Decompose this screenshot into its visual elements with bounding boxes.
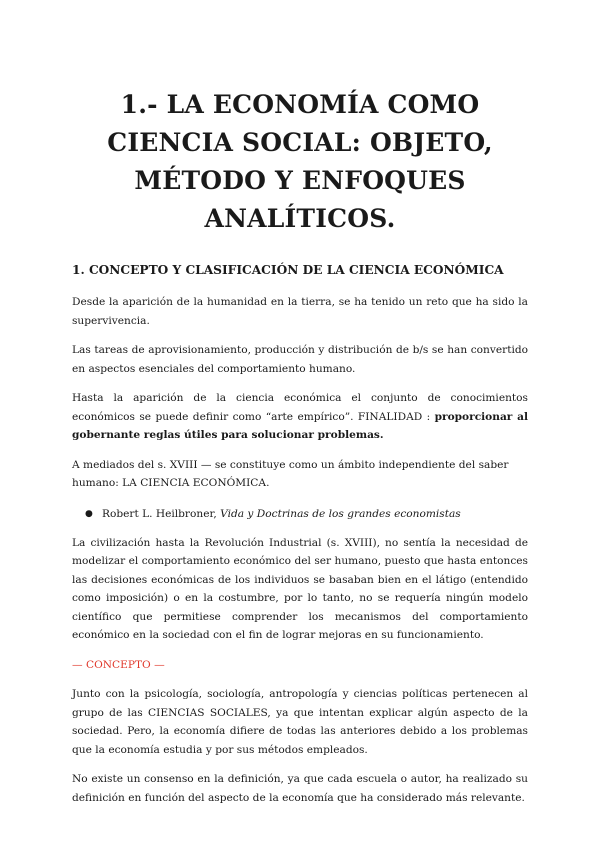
bullet-icon: ● <box>85 508 93 519</box>
reference-list <box>72 505 528 523</box>
paragraph-tasks: Las tareas de aprovisionamiento, producción y distribución de b/s se han convertido en aspectos esenciales del comportamiento humano. <box>72 344 528 375</box>
reference-author: Robert L. Heilbroner, <box>102 507 221 520</box>
document-title: 1.- LA ECONOMÍA COMO CIENCIA SOCIAL: OBJETO, MÉTODO Y ENFOQUES ANALÍTICOS. <box>107 90 493 233</box>
reference-item <box>72 505 528 523</box>
paragraph-social-sciences: Junto con la psicología, sociología, antropología y ciencias políticas pertenecen al grupo de las CIENCIAS SOCIALES, ya que intentan explicar algún aspecto de la sociedad. Pero, la economía difiere de todas las anteriores debido a los problemas que la economía estudia y por sus métodos empleados. <box>72 688 528 756</box>
paragraph-empirical-text: Hasta la aparición de la ciencia económica el conjunto de conocimientos económicos se puede definir como “arte empírico”. FINALIDAD : <box>72 392 528 423</box>
purpose-bold-text: proporcionar al gobernante reglas útiles para solucionar problemas. <box>72 410 529 441</box>
reference-book-title: Vida y Doctrinas de los grandes economistas <box>220 507 461 520</box>
paragraph-industrial-revolution: La civilización hasta la Revolución Industrial (s. XVIII), no sentía la necesidad de modelizar el comportamiento económico del ser humano, puesto que hasta entonces las decisiones económicas de los individuos se basaban bien en el látigo (entendido como imposición) o en la costumbre, por lo tanto, no se requería ningún modelo científico que permitiese comprender los mecanismos del comportamiento económico en la sociedad con el fin de lograr mejoras en su funcionamiento. <box>72 536 528 641</box>
paragraph-empirical-art <box>72 389 528 445</box>
section-heading: 1. CONCEPTO Y CLASIFICACIÓN DE LA CIENCIA ECONÓMICA <box>72 263 504 277</box>
paragraph-definition: No existe un consenso en la definición, ya que cada escuela o autor, ha realizado su definición en función del aspecto de la economía que ha considerado más relevante. <box>72 773 528 804</box>
concept-label: — CONCEPTO — <box>72 658 165 671</box>
paragraph-xviii: A mediados del s. XVIII — se constituye como un ámbito independiente del saber humano: LA CIENCIA ECONÓMICA. <box>72 458 509 489</box>
paragraph-survival: Desde la aparición de la humanidad en la tierra, se ha tenido un reto que ha sido la supervivencia. <box>72 296 528 327</box>
